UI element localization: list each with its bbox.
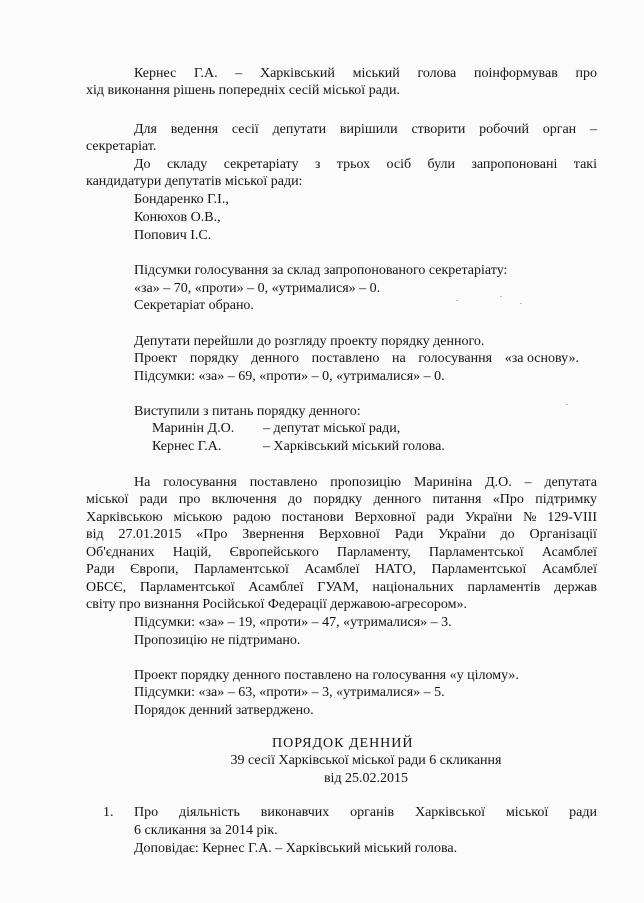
agenda-subtitle: 39 сесії Харківської міської ради 6 скликання [230, 753, 502, 768]
vote1-line3: Секретаріат обрано. [134, 298, 254, 313]
word: Асамблеї [541, 562, 597, 577]
word: Націй, [172, 545, 212, 560]
proposal-line1 [134, 474, 597, 491]
word: Європи, [130, 562, 179, 577]
word: порядку [189, 351, 239, 366]
speaker-2-role: – Харківський міський голова. [263, 439, 445, 454]
speakers-heading: Виступили з питань порядку денного: [134, 404, 361, 419]
word: міський [352, 66, 400, 81]
word: секретаріату [223, 157, 299, 172]
word: Парламенту, [336, 545, 411, 560]
word: від [86, 527, 104, 542]
word: поінформував [473, 66, 558, 81]
agenda-review-line3: Підсумки: «за» – 69, «проти» – 0, «утрималися» – 0. [134, 369, 445, 384]
word: постанови [281, 510, 344, 525]
proposal-line3 [86, 509, 597, 526]
word: національних [372, 580, 454, 595]
vote1-line2: «за» – 70, «проти» – 0, «утрималися» – 0. [134, 281, 381, 296]
word: ради [426, 510, 455, 525]
proposal-line7 [86, 579, 597, 596]
final-vote-line3: Порядок денний затверджено. [134, 703, 314, 718]
word: депутата [544, 475, 597, 490]
item1-line2: 6 скликання за 2014 рік. [134, 823, 278, 838]
word: Мариніна [413, 475, 473, 490]
word: Для [134, 122, 157, 137]
word: виконавчих [260, 805, 330, 820]
word: Асамблеї [304, 562, 360, 577]
word: поставлено [311, 351, 380, 366]
word: Г.А. [193, 66, 218, 81]
word: поставлено [249, 475, 318, 490]
word: запропоновані [471, 157, 558, 172]
word: питання [432, 492, 482, 507]
word: Кернес [134, 66, 177, 81]
vote1-line1: Підсумки голосування за склад запропонованого секретаріату: [134, 263, 508, 278]
proposal-line6 [86, 561, 597, 578]
word: денного [373, 492, 422, 507]
word: Європейського [229, 545, 319, 560]
item1-line1 [134, 804, 597, 821]
scan-speck [566, 404, 568, 405]
word: про [178, 492, 201, 507]
word: держав [554, 580, 597, 595]
proposal-line5 [86, 544, 597, 561]
agenda-title: ПОРЯДОК ДЕННИЙ [272, 736, 414, 751]
word: НАТО, [375, 562, 416, 577]
word: Парламентської [428, 545, 524, 560]
word: Асамблеї [541, 545, 597, 560]
word: Харківської [414, 805, 486, 820]
word: Парламентської [194, 562, 289, 577]
word: підтримку [535, 492, 597, 507]
p1-line2: хід виконання рішень попередніх сесій міської ради. [86, 83, 401, 98]
proposal-line2 [86, 491, 597, 508]
word: на [392, 351, 406, 366]
speaker-2-name: Кернес Г.А. [152, 439, 222, 454]
word: голова [417, 66, 457, 81]
scan-speck [456, 300, 458, 301]
item1-number: 1. [103, 805, 114, 820]
proposal-line8: світу про визнання Російської Федерації державою-агресором». [86, 597, 467, 612]
candidate-3: Попович І.С. [134, 228, 212, 243]
word: Д.О. [485, 475, 512, 490]
word: Харківський [259, 66, 335, 81]
word: – [524, 475, 532, 490]
p1-line1 [134, 65, 597, 82]
p2-line1 [134, 121, 597, 138]
word: «за основу». [504, 351, 579, 366]
word: до [288, 492, 303, 507]
word: складу [166, 157, 208, 172]
word: ОБСЄ, [86, 580, 127, 595]
word: ради [569, 805, 597, 820]
proposal-decision: Пропозицію не підтримано. [134, 633, 301, 648]
agenda-review-line2 [134, 350, 579, 367]
word: 27.01.2015 [118, 527, 182, 542]
word: були [427, 157, 455, 172]
candidate-2: Конюхов О.В., [134, 210, 221, 225]
word: До [134, 157, 151, 172]
word: парламентів [467, 580, 541, 595]
word: 129-VIII [547, 510, 597, 525]
word: з [314, 157, 321, 172]
word: робочий [479, 122, 529, 137]
word: радою [233, 510, 271, 525]
word: Організації [529, 527, 597, 542]
word: органів [350, 805, 395, 820]
p2-line2: секретаріат. [86, 139, 157, 154]
word: Про [134, 805, 159, 820]
final-vote-line1: Проект порядку денного поставлено на голосування «у цілому». [134, 668, 519, 683]
word: України [438, 527, 486, 542]
word: трьох [336, 157, 371, 172]
p3-line2: кандидатури депутатів міської ради: [86, 174, 303, 189]
word: Верховної [354, 510, 416, 525]
word: депутати [272, 122, 327, 137]
word: міської [505, 805, 549, 820]
scan-speck [500, 296, 502, 297]
word: до [500, 527, 515, 542]
item1-line3: Доповідає: Кернес Г.А. – Харківський міський голова. [134, 841, 458, 856]
word: Асамблеї [248, 580, 304, 595]
word: порядку [313, 492, 363, 507]
word: Верховної [318, 527, 380, 542]
word: Ради [86, 562, 115, 577]
word: діяльність [178, 805, 240, 820]
word: Звернення [242, 527, 305, 542]
p3-line1 [134, 156, 597, 173]
word: «Про [492, 492, 524, 507]
agenda-date: від 25.02.2015 [323, 771, 409, 786]
word: денного [251, 351, 299, 366]
word: Проект [134, 351, 178, 366]
word: Парламентської [431, 562, 527, 577]
word: Ради [394, 527, 424, 542]
word: Об'єднаних [86, 545, 155, 560]
word: такі [573, 157, 597, 172]
final-vote-line2: Підсумки: «за» – 63, «проти» – 3, «утрималися» – 5. [134, 685, 445, 700]
word: сесії [231, 122, 259, 137]
word: вирішили [339, 122, 398, 137]
word: створити [411, 122, 466, 137]
word: голосування [163, 475, 237, 490]
word: ГУАМ, [317, 580, 359, 595]
word: – [589, 122, 597, 137]
word: ради [139, 492, 168, 507]
word: пропозицію [330, 475, 402, 490]
word: міської [86, 492, 129, 507]
proposal-line4 [86, 526, 597, 543]
speaker-1-name: Маринін Д.О. [152, 421, 235, 436]
word: ведення [170, 122, 219, 137]
word: Харківською [86, 510, 163, 525]
word: України [464, 510, 513, 525]
word: голосування [418, 351, 493, 366]
speaker-1-role: – депутат міської ради, [263, 421, 401, 436]
word: На [134, 475, 151, 490]
word: міською [173, 510, 223, 525]
word: орган [542, 122, 577, 137]
scan-speck [520, 303, 522, 304]
proposal-result: Підсумки: «за» – 19, «проти» – 47, «утрималися» – 3. [134, 615, 452, 630]
word: про [575, 66, 597, 81]
word: № [523, 510, 537, 525]
candidate-1: Бондаренко Г.І., [134, 192, 229, 207]
word: «Про [196, 527, 228, 542]
word: включення [211, 492, 277, 507]
word: осіб [386, 157, 412, 172]
word: Парламентської [139, 580, 235, 595]
agenda-review-line1: Депутати перейшли до розгляду проекту порядку денного. [134, 334, 485, 349]
word: – [235, 66, 243, 81]
